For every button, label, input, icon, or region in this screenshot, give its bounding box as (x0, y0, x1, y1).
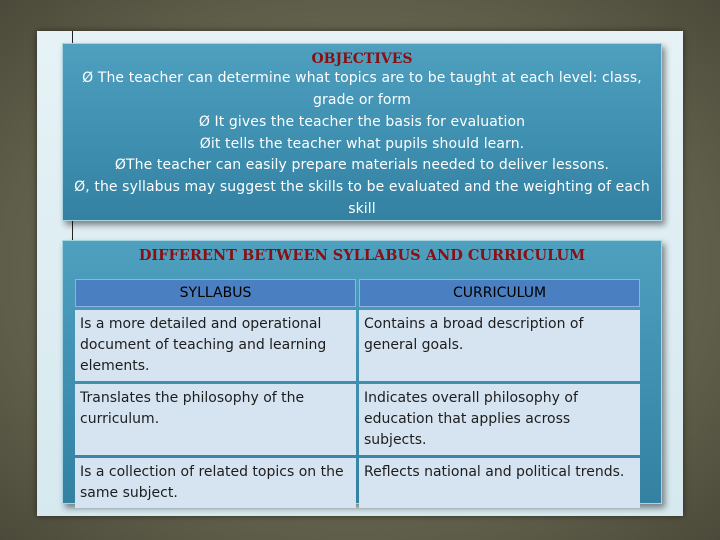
header-syllabus: SYLLABUS (75, 279, 356, 307)
table-row (75, 310, 640, 381)
divider-line-top (72, 31, 73, 43)
objective-line: Øit tells the teacher what pupils should learn. (199, 136, 525, 152)
table-cell: Is a collection of related topics on the same subject. (75, 458, 356, 508)
comparison-box (62, 240, 662, 504)
table-cell: Translates the philosophy of the curriculum. (75, 384, 356, 455)
divider-line-middle (72, 219, 73, 240)
objective-line: grade or form (313, 92, 411, 108)
objective-line: Ø The teacher can determine what topics are to be taught at each level: class, (82, 70, 642, 86)
objectives-title: OBJECTIVES (311, 51, 413, 67)
objective-line: skill (348, 201, 376, 217)
table-header-row (75, 279, 640, 307)
objective-line: ØThe teacher can easily prepare materials needed to deliver lessons. (114, 157, 610, 173)
table-cell: Is a more detailed and operational document of teaching and learning elements. (75, 310, 356, 381)
comparison-table (72, 276, 643, 511)
header-curriculum: CURRICULUM (359, 279, 640, 307)
objective-line: Ø It gives the teacher the basis for evaluation (198, 114, 526, 130)
objective-line: Ø, the syllabus may suggest the skills to be evaluated and the weighting of each (74, 179, 650, 195)
table-cell: Contains a broad description of general goals. (359, 310, 640, 381)
table-cell: Indicates overall philosophy of education that applies across subjects. (359, 384, 640, 455)
comparison-title: DIFFERENT BETWEEN SYLLABUS AND CURRICULUM (138, 247, 586, 264)
table-cell: Reflects national and political trends. (359, 458, 640, 508)
table-row (75, 384, 640, 455)
table-row (75, 458, 640, 508)
objectives-box (62, 43, 662, 221)
